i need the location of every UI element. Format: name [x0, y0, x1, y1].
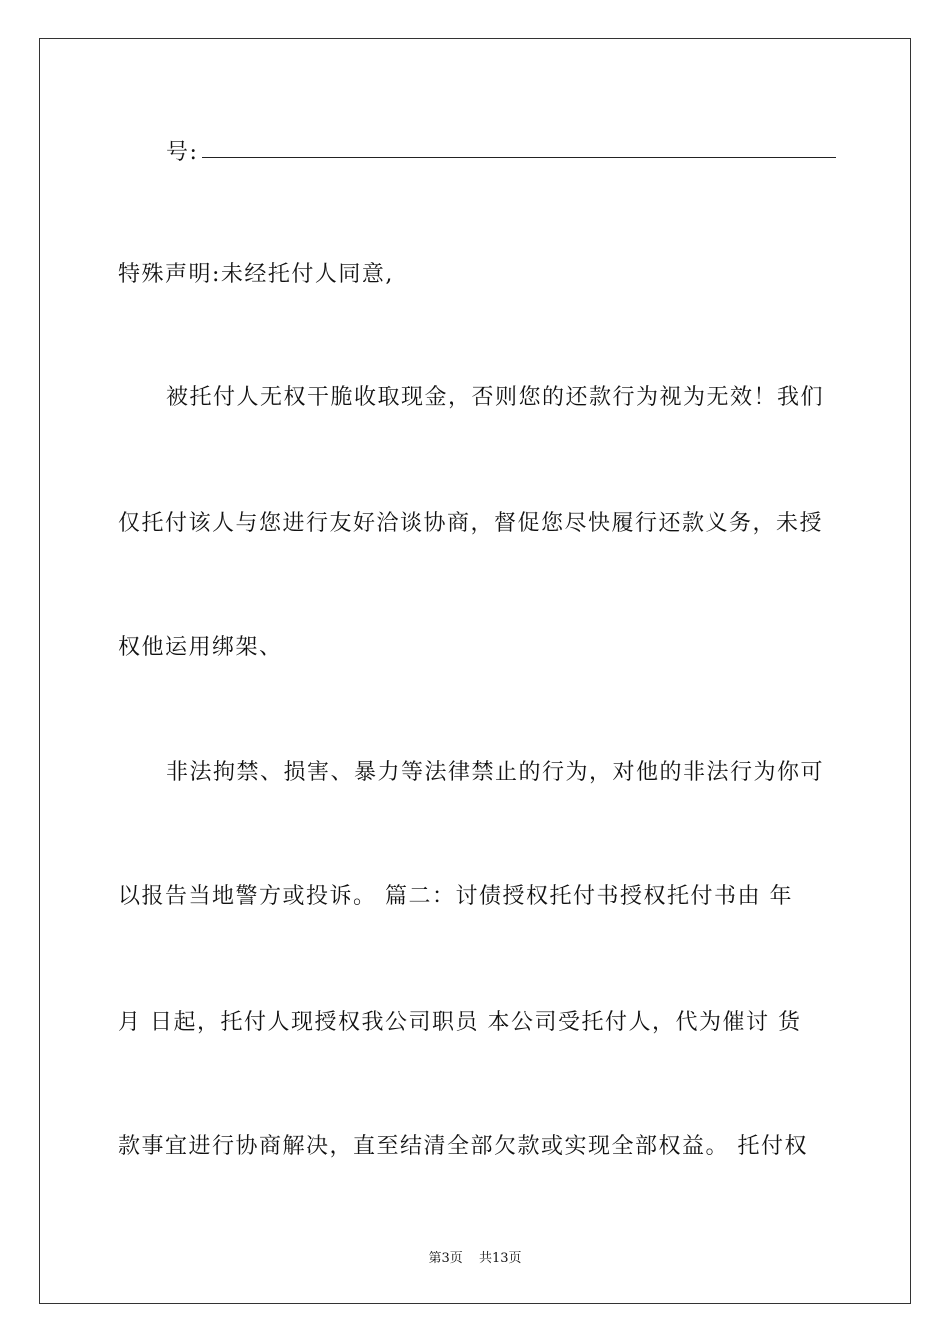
paragraph-line: 权他运用绑架、 [118, 635, 283, 660]
paragraph-line: 仅托付该人与您进行友好洽谈协商，督促您尽快履行还款义务，未授 [118, 511, 824, 536]
page-total: 共13页 [478, 1251, 522, 1266]
page-frame [39, 38, 911, 1304]
paragraph-line: 被托付人无权干脆收取现金，否则您的还款行为视为无效！我们 [166, 385, 825, 410]
paragraph-line: 特殊声明:未经托付人同意, [118, 262, 394, 287]
paragraph-line: 款事宜进行协商解决，直至结清全部欠款或实现全部权益。 托付权 [118, 1134, 808, 1159]
page-footer [0, 1247, 950, 1266]
paragraph-line: 非法拘禁、损害、暴力等法律禁止的行为，对他的非法行为你可 [166, 760, 825, 785]
number-field-label: 号: [166, 140, 199, 165]
paragraph-line: 以报告当地警方或投诉。 篇二：讨债授权托付书授权托付书由 年 [118, 884, 793, 909]
paragraph-line: 月 日起，托付人现授权我公司职员 本公司受托付人，代为催讨 货 [118, 1010, 802, 1035]
page-number: 第3页 [428, 1251, 463, 1266]
number-field [118, 138, 838, 168]
number-field-underline [202, 157, 836, 158]
